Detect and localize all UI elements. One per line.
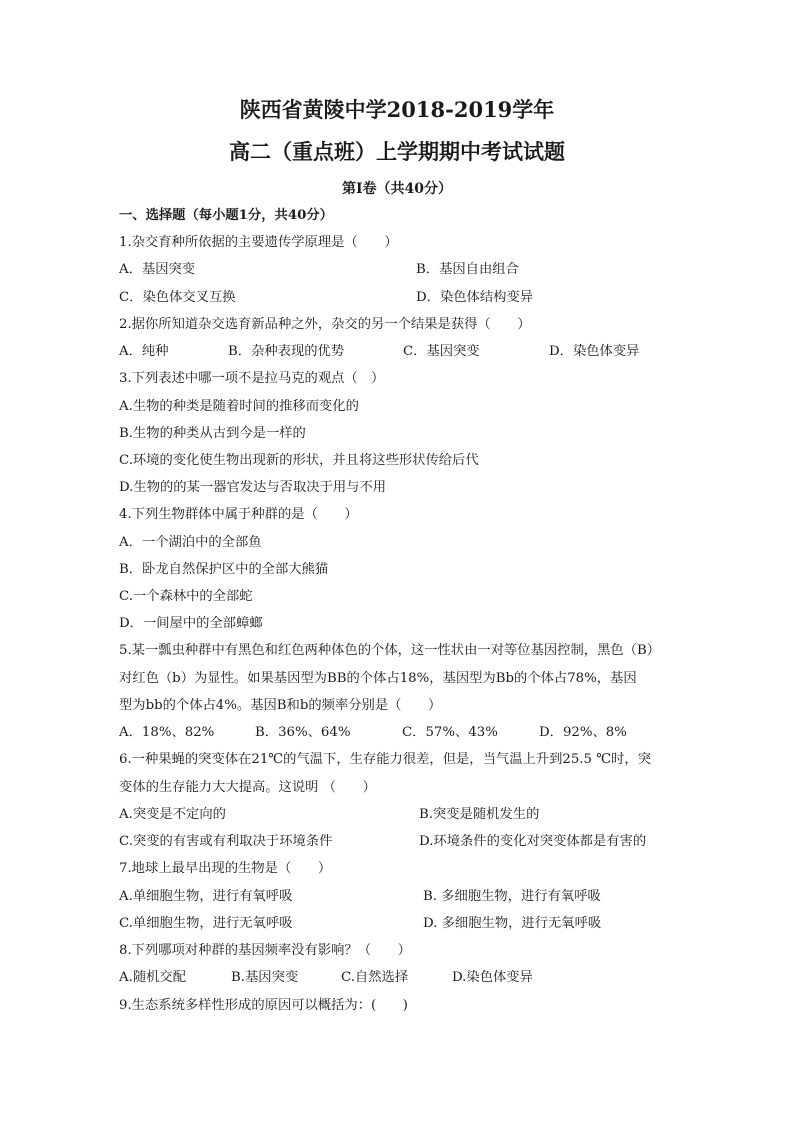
question-1-option-b: B．基因自由组合 xyxy=(416,262,519,277)
question-8-option-c: C.自然选择 xyxy=(341,970,409,985)
question-9-stem: 9.生态系统多样性形成的原因可以概括为：( ) xyxy=(119,998,408,1013)
question-3-stem: 3.下列表述中哪一项不是拉马克的观点（ ） xyxy=(119,371,385,386)
question-5-option-a: A．18%、82% xyxy=(119,725,215,740)
question-7-option-b: B. 多细胞生物，进行有氧呼吸 xyxy=(423,889,601,904)
question-3-option-a: A.生物的种类是随着时间的推移而变化的 xyxy=(119,399,359,414)
question-2-option-a: A．纯种 xyxy=(119,344,169,359)
question-6-option-d: D.环境条件的变化对突变体都是有害的 xyxy=(419,834,647,849)
volume-title: 第Ⅰ卷（共40分） xyxy=(341,181,453,197)
question-6-option-c: C.突变的有害或有利取决于环境条件 xyxy=(119,834,333,849)
question-4-option-c: C.一个森林中的全部蛇 xyxy=(119,589,253,604)
question-1-option-a: A．基因突变 xyxy=(119,262,196,277)
question-2-stem: 2.据你所知道杂交选育新品种之外，杂交的另一个结果是获得（ ） xyxy=(119,317,531,332)
section-heading: 一、选择题（每小题1分，共40分） xyxy=(119,208,333,223)
question-7-stem: 7.地球上最早出现的生物是（ ） xyxy=(119,861,332,876)
question-2-option-c: C．基因突变 xyxy=(403,344,480,359)
question-6-option-a: A.突变是不定向的 xyxy=(119,807,226,822)
question-8-option-a: A.随机交配 xyxy=(119,970,187,985)
question-4-option-b: B．卧龙自然保护区中的全部大熊猫 xyxy=(119,562,329,577)
exam-title-line1: 陕西省黄陵中学2018-2019学年 xyxy=(239,97,555,122)
question-2-option-b: B．杂种表现的优势 xyxy=(228,344,345,359)
question-4-option-d: D．一间屋中的全部蟑螂 xyxy=(119,616,263,631)
question-5-stem-line3: 型为bb的个体占4%。基因B和b的频率分别是（ ） xyxy=(119,698,442,713)
question-5-option-d: D．92%、8% xyxy=(539,725,627,740)
question-3-option-d: D.生物的的某一器官发达与否取决于用与不用 xyxy=(119,480,387,495)
question-4-stem: 4.下列生物群体中属于种群的是（ ） xyxy=(119,507,358,522)
question-8-option-b: B.基因突变 xyxy=(231,970,299,985)
question-5-option-b: B．36%、64% xyxy=(255,725,351,740)
question-3-option-c: C.环境的变化使生物出现新的形状，并且将这些形状传给后代 xyxy=(119,453,479,468)
question-6-stem-line1: 6.一种果蝇的突变体在21℃的气温下，生存能力很差，但是，当气温上升到25.5 ℃时，突 xyxy=(119,752,651,767)
question-8-option-d: D.染色体变异 xyxy=(452,970,533,985)
question-7-option-d: D. 多细胞生物，进行无氧呼吸 xyxy=(423,916,602,931)
question-1-stem: 1.杂交育种所依据的主要遗传学原理是（ ） xyxy=(119,235,398,250)
question-1-option-c: C．染色体交叉互换 xyxy=(119,290,236,305)
question-2-option-d: D．染色体变异 xyxy=(549,344,640,359)
question-4-option-a: A．一个湖泊中的全部鱼 xyxy=(119,535,262,550)
question-5-stem-line2: 对红色（b）为显性。如果基因型为BB的个体占18%，基因型为Bb的个体占78%，基因 xyxy=(119,671,637,686)
question-5-stem-line1: 5.某一瓢虫种群中有黑色和红色两种体色的个体，这一性状由一对等位基因控制，黑色（B） xyxy=(119,643,661,658)
question-6-stem-line2: 变体的生存能力大大提高。这说明 （ ） xyxy=(119,780,376,795)
exam-title-line2: 高二（重点班）上学期期中考试试题 xyxy=(229,139,565,164)
question-5-option-c: C．57%、43% xyxy=(402,725,498,740)
question-6-option-b: B.突变是随机发生的 xyxy=(419,807,540,822)
question-8-stem: 8.下列哪项对种群的基因频率没有影响？（ ） xyxy=(119,943,411,958)
question-7-option-a: A.单细胞生物，进行有氧呼吸 xyxy=(119,889,293,904)
question-3-option-b: B.生物的种类从古到今是一样的 xyxy=(119,426,306,441)
question-7-option-c: C.单细胞生物，进行无氧呼吸 xyxy=(119,916,293,931)
question-1-option-d: D．染色体结构变异 xyxy=(416,290,534,305)
